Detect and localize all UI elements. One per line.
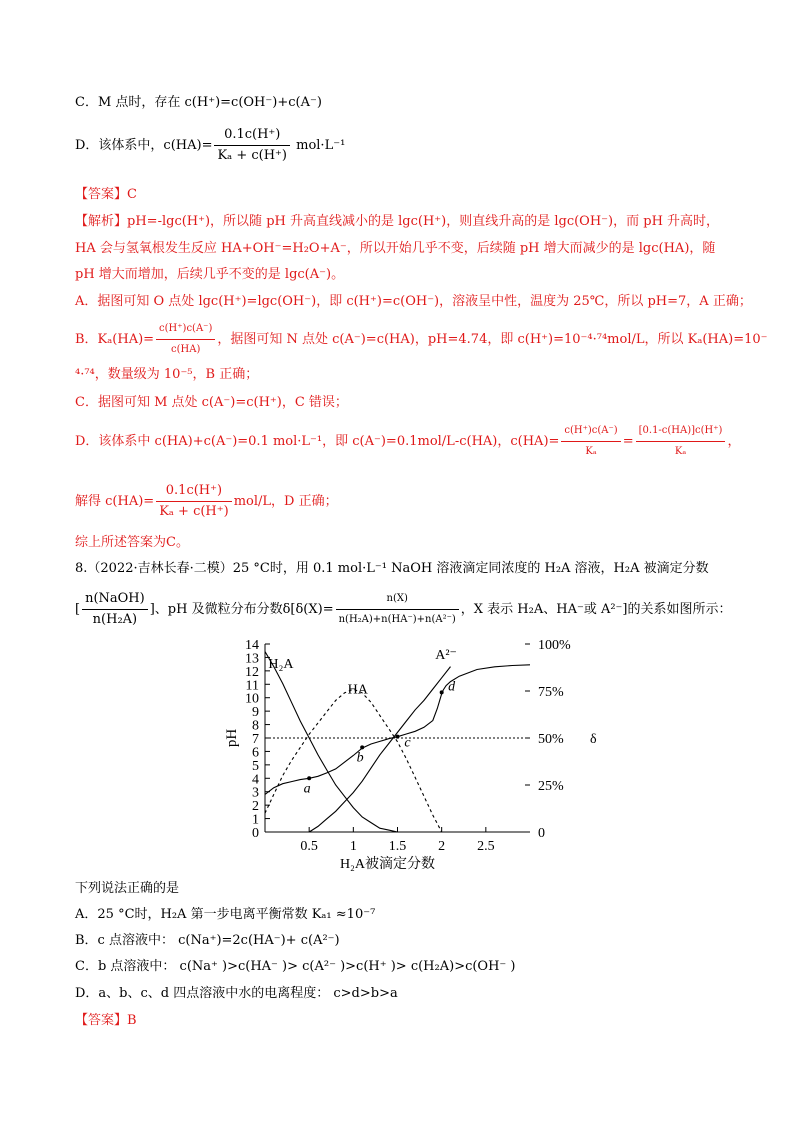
chart-marks	[268, 648, 457, 797]
y-left-tick-label: 14	[245, 638, 259, 653]
y-left-tick-label: 3	[252, 785, 259, 801]
y-left-tick-label: 4	[252, 772, 259, 788]
y-left-tick-label: 2	[252, 799, 259, 815]
numerator: 0.1c(H⁺)	[165, 483, 223, 498]
denominator: Kₐ	[636, 441, 726, 461]
q8-option-c: C．b 点溶液中： c(Na⁺ )>c(HA⁻ )> c(A²⁻ )>c(H⁺ )> c(H₂A)>c(OH⁻ )	[75, 959, 516, 974]
denominator: Kₐ + c(H⁺)	[214, 145, 290, 165]
analysis-summary: 综上所述答案为C。	[75, 535, 189, 550]
numerator: 0.1c(H⁺)	[224, 127, 281, 142]
analysis-line-3: pH 增大而增加，后续几乎不变的是 lgc(A⁻)。	[75, 267, 345, 282]
curve-label-ha: HA	[347, 682, 368, 698]
y-right-tick-label: 50%	[538, 732, 564, 747]
q8-option-b: B．c 点溶液中： c(Na⁺)=2c(HA⁻)+ c(A²⁻)	[75, 933, 340, 948]
point-d	[440, 690, 444, 694]
analysis-label: 【解析】	[75, 214, 128, 229]
y-left-tick-label: 6	[252, 745, 259, 761]
fraction	[156, 482, 232, 521]
numerator: [0.1-c(HA)]c(H⁺)	[638, 425, 723, 436]
analysis-line-2: HA 会与氢氧根发生反应 HA+OH⁻=H₂O+A⁻，所以开始几乎不变，后续随 pH 增大而减少的是 lgc(HA)，随	[75, 241, 716, 256]
point-a	[307, 776, 311, 780]
option-c-prev: C．M 点时，存在 c(H⁺)=c(OH⁻)+c(A⁻)	[75, 95, 322, 110]
analysis-b	[75, 320, 768, 359]
x-tick-label: 0.5	[300, 839, 318, 854]
y-left-tick-label: 13	[245, 651, 259, 667]
y-right-label: δ	[590, 732, 597, 747]
curve-label-a2: A²⁻	[435, 647, 457, 663]
series-a2	[309, 667, 450, 832]
analysis-d: D．该体系中 c(HA)+c(A⁻)=0.1 mol·L⁻¹，即 c(A⁻)=0.1mol/L-c(HA)，c(HA)= $\frac{c(H^+)c(A^-)}{\text{Kₐ}}$ = $\frac{[0.1-c(HA)]c(H^+)}{\text{Kₐ}}$ ，	[75, 422, 740, 461]
titration-chart	[220, 632, 597, 877]
q8-line-2: [ $\frac{\text{n(NaOH)}}{\text{n(H₂A)}}$ ]、pH 及微粒分布分数δ[δ(X)= $\frac{n(X)}{\text{n(H₂A)+n(HA⁻)+n(A²⁻)}}$ ，X 表示 H₂A、HA⁻或 A²⁻]的关系如图所示：	[75, 591, 732, 627]
y-left-tick-label: 8	[252, 718, 259, 734]
analysis-b-line2: ⁴·⁷⁴，数量级为 10⁻⁵，B 正确；	[75, 367, 259, 382]
point-label-b: b	[356, 750, 364, 766]
chart-curves	[265, 652, 530, 833]
answer-1	[75, 186, 137, 204]
x-tick-label: 1	[349, 839, 357, 854]
y-right-tick-label: 25%	[538, 779, 564, 794]
chart-axes	[224, 638, 597, 872]
y-left-tick-label: 10	[245, 691, 259, 707]
b-prefix: B．Kₐ(HA)=	[75, 332, 155, 347]
y-left-tick-label: 7	[252, 732, 259, 747]
y-right-tick-label: 0	[538, 826, 545, 841]
analysis-line-1	[75, 213, 719, 231]
q8-mid-text: ]、pH 及微粒分布分数δ[δ(X)=	[149, 602, 334, 617]
analysis-c: C．据图可知 M 点处 c(A⁻)=c(H⁺)，C 错误；	[75, 395, 348, 410]
fraction	[561, 422, 620, 461]
answer-2	[75, 1012, 137, 1030]
y-left-tick-label: 5	[252, 758, 259, 774]
fraction	[636, 422, 726, 461]
unit: mol·L⁻¹	[296, 138, 346, 153]
x-tick-label: 1.5	[388, 839, 407, 854]
analysis-a: A．据图可知 O 点处 lgc(H⁺)=lgc(OH⁻)，即 c(H⁺)=c(OH⁻)，溶液呈中性，温度为 25℃，所以 pH=7，A 正确；	[75, 294, 752, 309]
denominator: n(H₂A)	[82, 609, 148, 629]
solve-suffix: mol/L，D 正确；	[233, 494, 338, 509]
fraction	[156, 320, 215, 359]
numerator: n(X)	[386, 593, 408, 604]
denominator: c(HA)	[156, 339, 215, 359]
denominator: n(H₂A)+n(HA⁻)+n(A²⁻)	[336, 609, 459, 629]
analysis-d-solve	[75, 482, 338, 521]
y-left-tick-label: 11	[245, 678, 259, 694]
answer-value: C	[127, 187, 137, 202]
y-left-label: pH	[224, 728, 240, 748]
x-tick-label: 2	[438, 839, 446, 854]
q8-prompt: 下列说法正确的是	[75, 881, 180, 896]
answer-value: B	[127, 1013, 137, 1028]
x-axis-label: H₂A被滴定分数	[339, 857, 436, 872]
y-left-tick-label: 9	[252, 705, 259, 721]
q8-option-a: A．25 °C时，H₂A 第一步电离平衡常数 Kₐ₁ ≈10⁻⁷	[75, 907, 376, 922]
denominator: Kₐ	[561, 441, 620, 461]
answer-label: 【答案】	[75, 1013, 128, 1028]
fraction	[82, 590, 148, 629]
q8-tail-text: ，X 表示 H₂A、HA⁻或 A²⁻]的关系如图所示：	[460, 602, 732, 617]
point-label-a: a	[303, 781, 311, 797]
analysis-text: pH=-lgc(H⁺)，所以随 pH 升高直线减小的是 lgc(H⁺)，则直线升高的是 lgc(OH⁻)，而 pH 升高时，	[127, 214, 720, 229]
numerator: c(H⁺)c(A⁻)	[564, 425, 618, 436]
d-prefix: D．该体系中 c(HA)+c(A⁻)=0.1 mol·L⁻¹，即 c(A⁻)=0.1mol/L-c(HA)，c(HA)=	[75, 434, 560, 449]
q8-option-d: D．a、b、c、d 四点溶液中水的电离程度： c>d>b>a	[75, 986, 398, 1001]
option-d-prefix: D．该体系中，c(HA)=	[75, 138, 213, 153]
numerator: c(H⁺)c(A⁻)	[159, 323, 213, 334]
y-left-tick-label: 1	[252, 812, 259, 828]
b-text: ，据图可知 N 点处 c(A⁻)=c(HA)，pH=4.74，即 c(H⁺)=10⁻⁴·⁷⁴mol/L，所以 Kₐ(HA)=10⁻	[217, 332, 768, 347]
y-right-tick-label: 100%	[538, 638, 571, 653]
x-tick-label: 2.5	[477, 839, 495, 854]
fraction	[214, 126, 290, 165]
y-left-tick-label: 0	[252, 826, 259, 841]
point-label-c: c	[404, 735, 411, 751]
y-right-tick-label: 75%	[538, 685, 564, 700]
denominator: Kₐ + c(H⁺)	[156, 501, 232, 521]
curve-label-h2a: H₂A	[268, 657, 294, 673]
point-label-d: d	[448, 679, 456, 695]
numerator: n(NaOH)	[85, 591, 145, 606]
option-d-prev	[75, 126, 345, 165]
y-left-tick-label: 12	[245, 664, 259, 680]
solve-prefix: 解得 c(HA)=	[75, 494, 155, 509]
point-c	[396, 735, 400, 739]
answer-label: 【答案】	[75, 187, 128, 202]
q8-line-1: 8.（2022·吉林长春·二模）25 °C时，用 0.1 mol·L⁻¹ NaOH 溶液滴定同浓度的 H₂A 溶液，H₂A 被滴定分数	[75, 561, 709, 576]
point-b	[360, 745, 364, 749]
fraction	[336, 590, 459, 629]
